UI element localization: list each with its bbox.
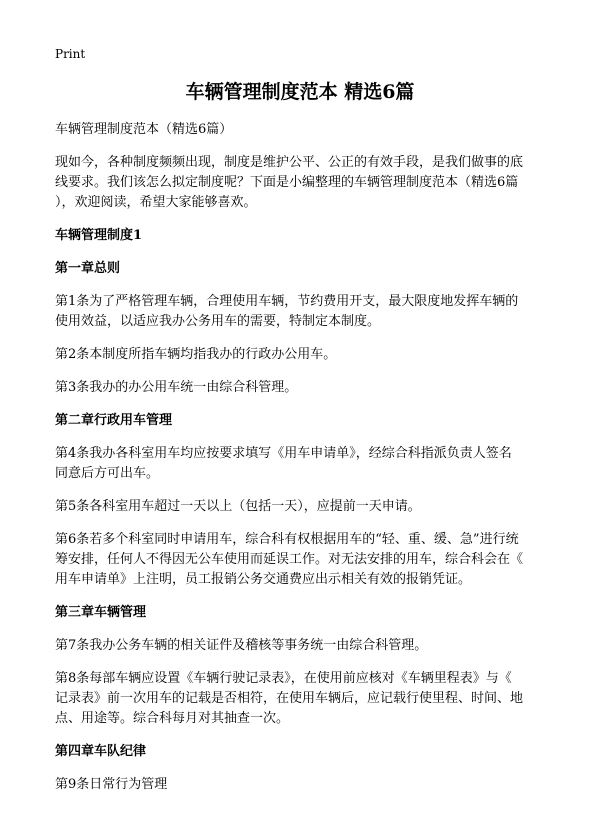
article-line: 筹安排，任何人不得因无公车使用而延误工作。对无法安排的用车，综合科会在《 [55,552,524,567]
article-line: 第6条若多个科室同时申请用车，综合科有权根据用车的“轻、重、缓、急”进行统 [55,532,519,547]
intro-paragraph [55,153,545,213]
article-paragraph: 第5条各科室用车超过一天以上（包括一天），应提前一天申请。 [55,499,421,514]
article-line: 用车申请单》上注明，员工报销公务交通费应出示相关有效的报销凭证。 [55,572,472,587]
chapter-heading: 第一章总则 [55,261,121,276]
document-subtitle: 车辆管理制度范本（精选6篇） [55,122,233,137]
intro-line: 现如今，各种制度频频出现，制度是维护公平、公正的有效手段，是我们做事的底 [55,155,524,170]
document-body [55,120,545,795]
intro-line: ），欢迎阅读，希望大家能够喜欢。 [55,195,257,210]
article-paragraph [55,292,545,332]
article-line: 第8条每部车辆应设置《车辆行驶记录表》，在使用前应核对《车辆里程表》与《 [55,671,512,686]
article-paragraph: 第9条日常行为管理 [55,777,168,792]
article-paragraph: 第7条我办公务车辆的相关证件及稽核等事务统一由综合科管理。 [55,638,428,653]
article-line: 同意后方可出车。 [55,466,160,481]
article-paragraph: 第2条本制度所指车辆均指我办的行政办公用车。 [55,347,337,362]
article-paragraph [55,444,545,484]
article-line: 使用效益，以适应我办公务用车的需要，特制定本制度。 [55,314,381,329]
article-paragraph [55,669,545,729]
intro-line: 线要求。我们该怎么拟定制度呢？下面是小编整理的车辆管理制度范本（精选6篇 [55,175,519,190]
chapter-heading: 第四章车队纪律 [55,744,147,759]
article-line: 第4条我办各科室用车均应按要求填写《用车申请单》，经综合科指派负责人签名 [55,446,512,461]
page-title: 车辆管理制度范本 精选6篇 [185,81,415,103]
article-line: 点、用途等。综合科每月对其抽查一次。 [55,711,290,726]
article-line: 记录表》前一次用车的记载是否相符，在使用车辆后，应记载行使里程、时间、地 [55,691,524,706]
article-paragraph: 第3条我办的办公用车统一由综合科管理。 [55,380,298,395]
print-label: Print [55,47,86,61]
chapter-heading: 第二章行政用车管理 [55,413,173,428]
section-heading: 车辆管理制度1 [55,228,143,243]
article-line: 第1条为了严格管理车辆，合理使用车辆，节约费用开支，最大限度地发挥车辆的 [55,294,519,309]
chapter-heading: 第三章车辆管理 [55,605,147,620]
article-paragraph [55,530,545,590]
